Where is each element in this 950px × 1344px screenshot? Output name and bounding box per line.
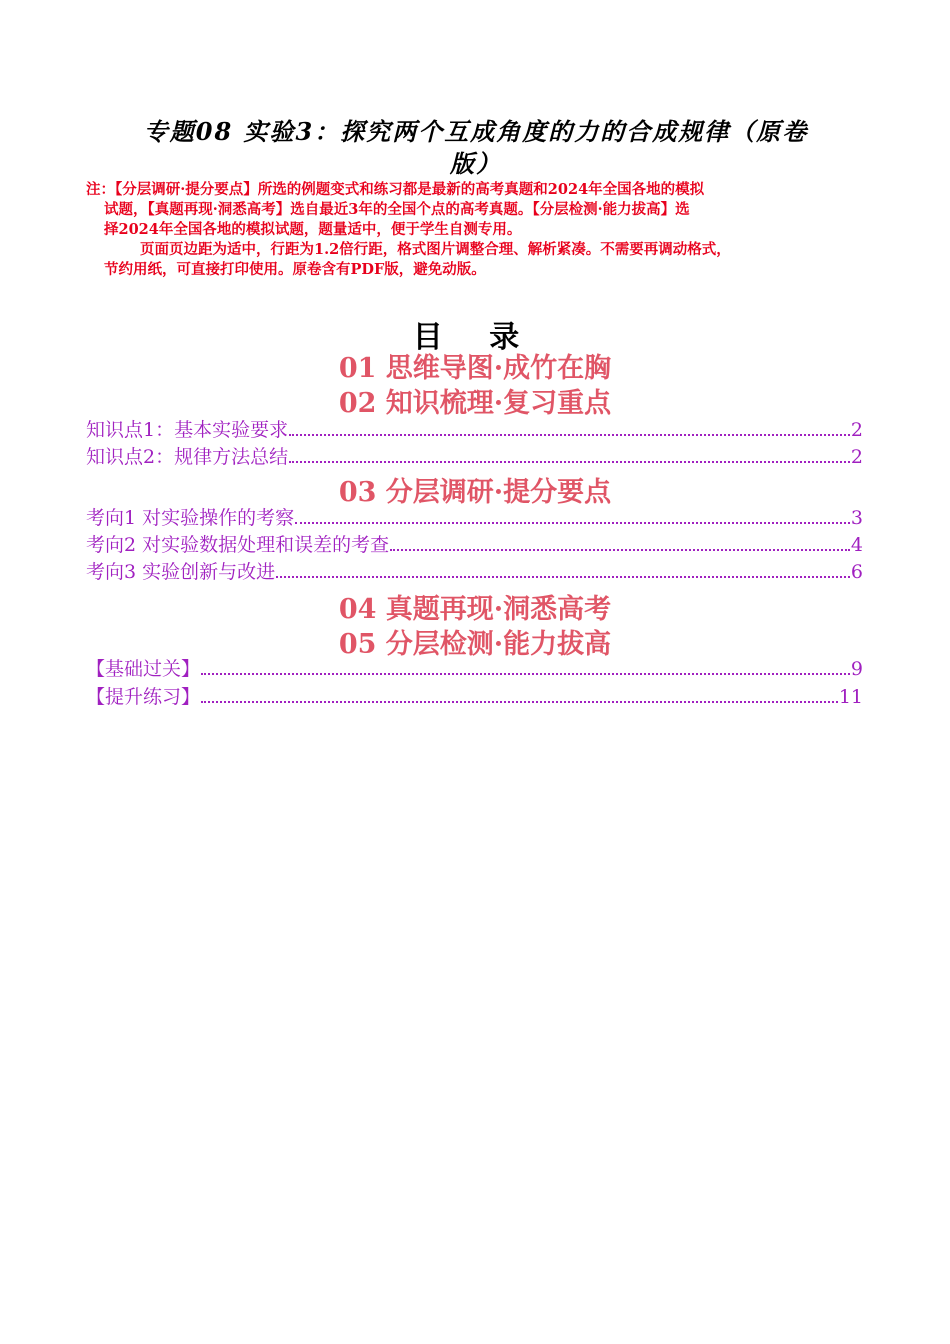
toc-section-02[interactable]: 02 知识梳理·复习重点	[338, 388, 612, 419]
document-title	[100, 116, 852, 180]
note-line-5: 节约用纸，可直接打印使用。原卷含有PDF版，避免动版。	[104, 261, 486, 278]
note-line-1: 注：【分层调研·提分要点】所选的例题变式和练习都是最新的高考真题和2024年全国各地的模拟	[86, 181, 705, 198]
toc-entry-knowledge-1[interactable]	[86, 417, 863, 443]
toc-entry-label: 知识点2：规律方法总结	[86, 446, 289, 468]
toc-entry-page: 9	[850, 658, 863, 680]
toc-entry-label: 考向3 实验创新与改进	[86, 561, 276, 583]
toc-entry-page: 2	[850, 446, 863, 468]
toc-title: 目 录	[412, 320, 538, 355]
title-line-1: 专题08 实验3：探究两个互成角度的力的合成规律（原卷	[143, 117, 809, 146]
toc-entry-page: 2	[850, 419, 863, 441]
toc-section-01[interactable]: 01 思维导图·成竹在胸	[338, 353, 612, 384]
toc-leader-dots	[276, 576, 850, 578]
editor-note	[86, 180, 862, 280]
toc-entry-label: 知识点1：基本实验要求	[86, 419, 289, 441]
toc-entry-label: 【基础过关】	[86, 658, 201, 680]
toc-entry-advanced-practice[interactable]	[86, 684, 863, 710]
note-line-4: 页面页边距为适中，行距为1.2倍行距，格式图片调整合理、解析紧凑。不需要再调动格式，	[140, 241, 731, 258]
toc-entry-knowledge-2[interactable]	[86, 444, 863, 470]
toc-entry-direction-1[interactable]	[86, 505, 863, 531]
note-line-2: 试题，【真题再现·洞悉高考】选自最近3年的全国个点的高考真题。【分层检测·能力拔高】选	[104, 201, 690, 218]
toc-leader-dots	[289, 461, 850, 463]
toc-leader-dots	[289, 434, 850, 436]
toc-section-05[interactable]: 05 分层检测·能力拔高	[338, 629, 612, 660]
toc-leader-dots	[390, 549, 850, 551]
toc-entry-label: 【提升练习】	[86, 686, 201, 708]
toc-entry-page: 6	[850, 561, 863, 583]
toc-entry-direction-3[interactable]	[86, 559, 863, 585]
toc-entry-page: 11	[838, 686, 863, 708]
toc-leader-dots	[295, 522, 850, 524]
toc-entry-basic-practice[interactable]	[86, 656, 863, 682]
toc-section-04[interactable]: 04 真题再现·洞悉高考	[338, 594, 612, 625]
toc-leader-dots	[201, 673, 850, 675]
toc-leader-dots	[201, 701, 838, 703]
title-line-2: 版）	[450, 149, 502, 178]
toc-entry-label: 考向2 对实验数据处理和误差的考查	[86, 534, 390, 556]
note-line-3: 择2024年全国各地的模拟试题，题量适中，便于学生自测专用。	[104, 221, 522, 238]
toc-entry-page: 3	[850, 507, 863, 529]
toc-section-03[interactable]: 03 分层调研·提分要点	[338, 477, 612, 508]
toc-entry-direction-2[interactable]	[86, 532, 863, 558]
toc-entry-label: 考向1 对实验操作的考察	[86, 507, 295, 529]
toc-entry-page: 4	[850, 534, 863, 556]
